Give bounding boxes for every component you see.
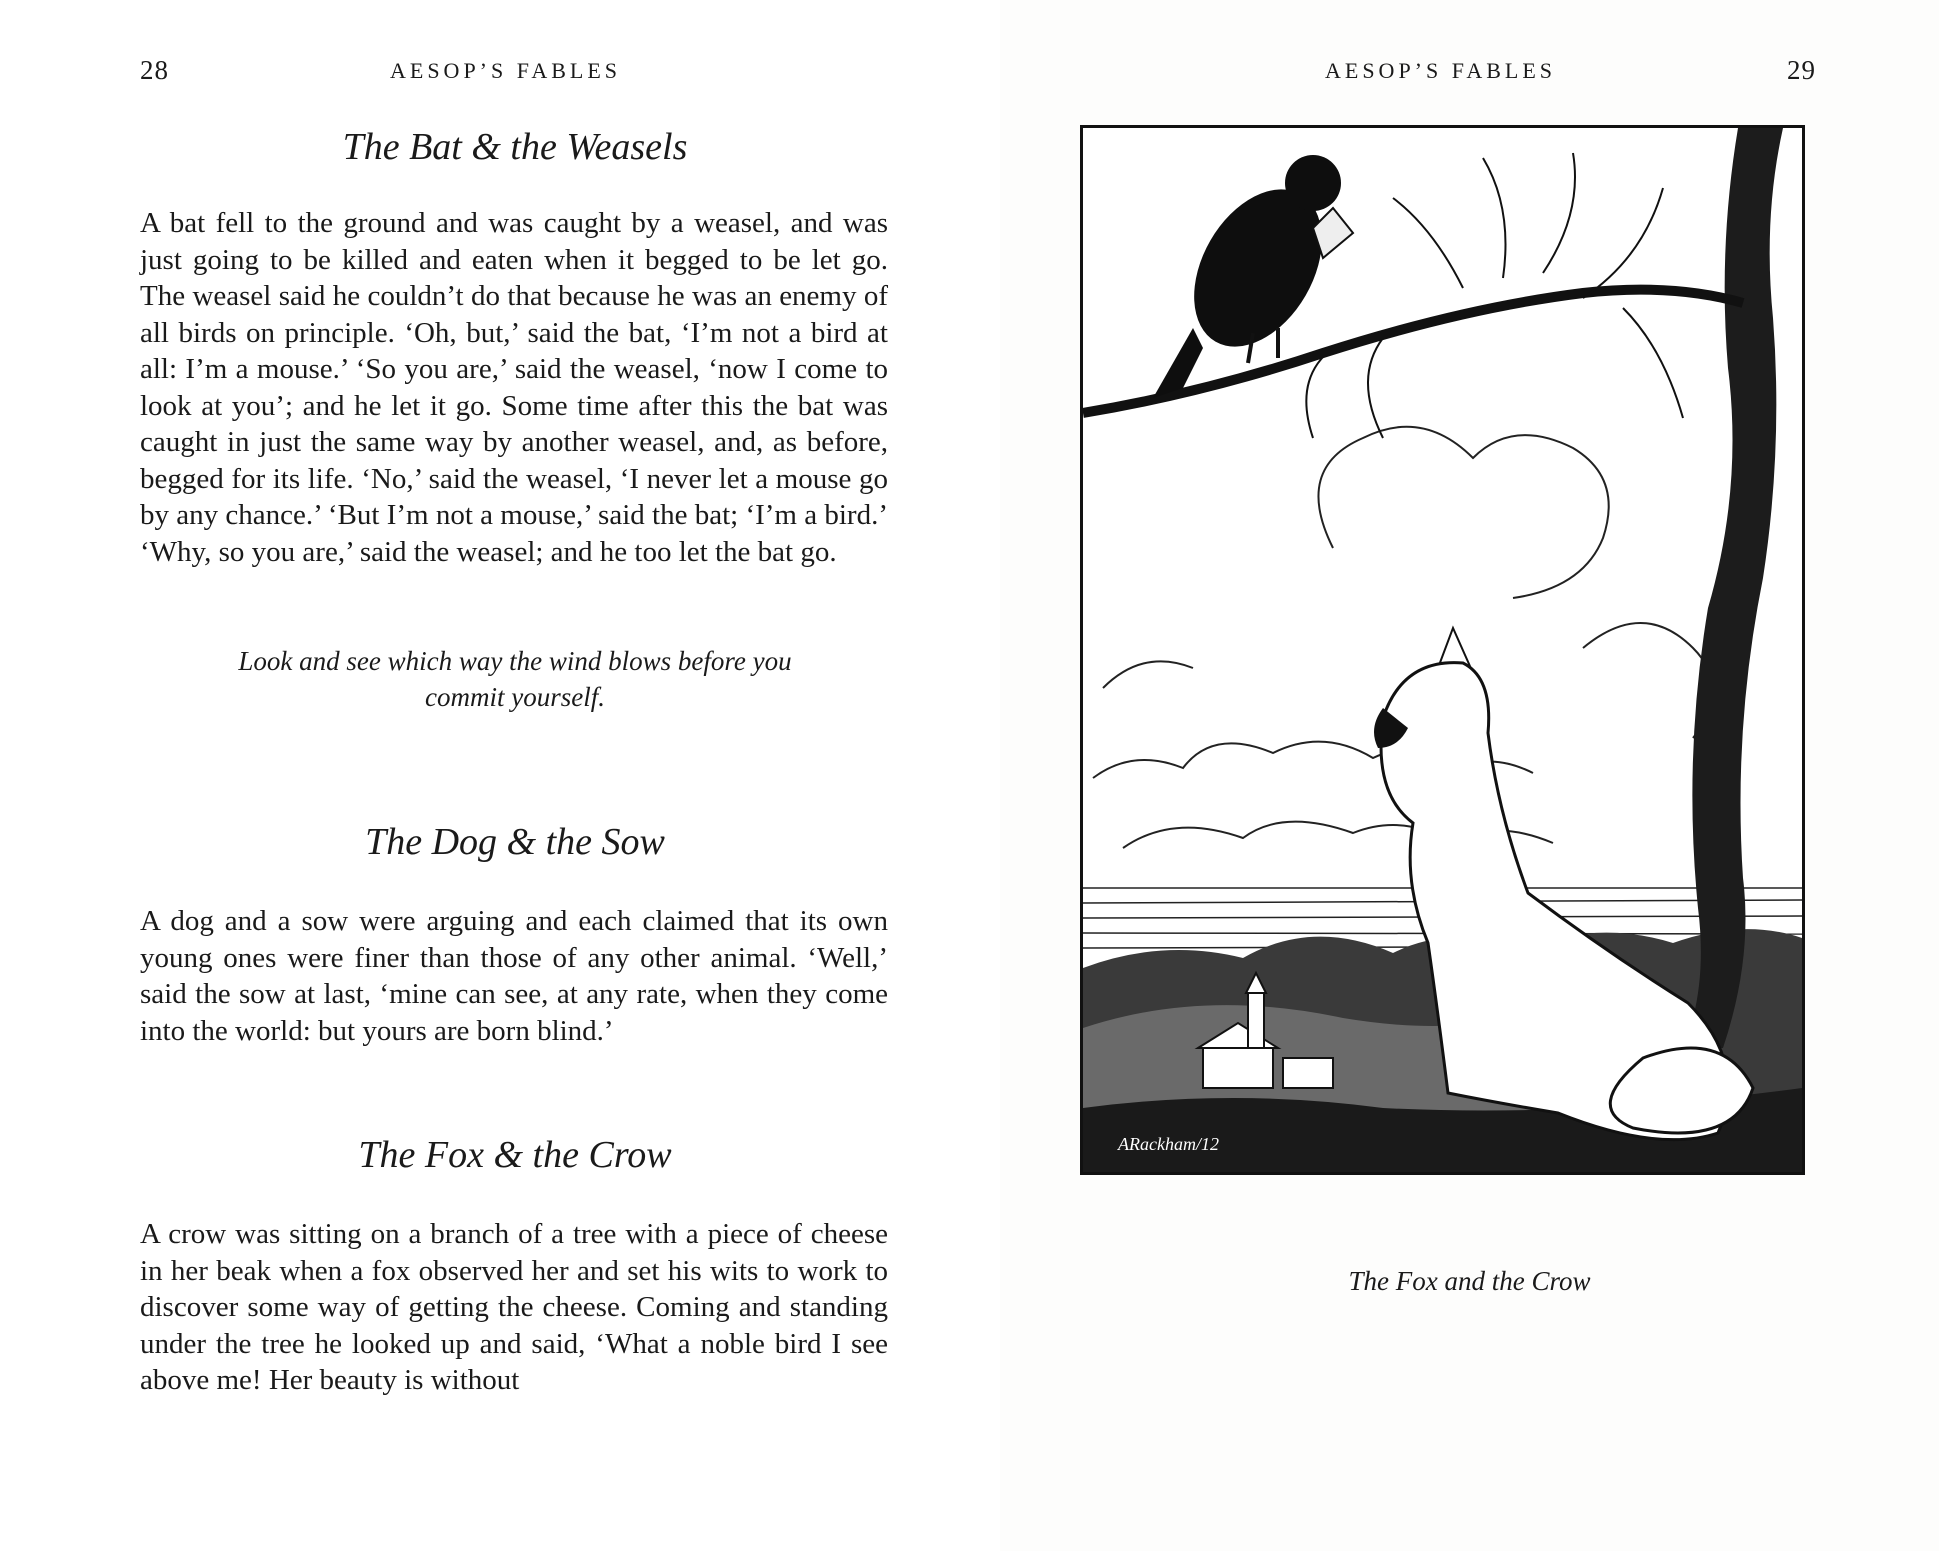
artist-signature: ARackham/12	[1118, 1134, 1219, 1154]
tree-trunk	[1683, 128, 1783, 1048]
running-head: AESOP’S FABLES	[390, 58, 622, 83]
fable-text-dog-sow: A dog and a sow were arguing and each claimed that its own young ones were finer than those of any other animal. ‘Well,’ said the sow at last, ‘mine can see, at any rate, when they come into the world: but yours are born blind.’	[140, 905, 888, 1047]
fable-title-fox-crow: The Fox & the Crow	[358, 1134, 672, 1176]
fable-title-dog-sow: The Dog & the Sow	[365, 821, 665, 863]
cloud-3	[1318, 427, 1608, 598]
illustration-caption: The Fox and the Crow	[1348, 1266, 1591, 1296]
fable-text-bat-weasels: A bat fell to the ground and was caught by a weasel, and was just going to be killed and eaten when it begged to be let go. The weasel said he couldn’t do that because he was an enemy of all birds on principle. ‘Oh, but,’ said the bat, ‘I’m not a bird at all: I’m a mouse.’ ‘So you are,’ said the weasel, ‘now I come to look at you’; and he let it go. Some time after this the bat was caught in just the same way by another weasel, and, as before, begged for its life. ‘No,’ said the weasel, ‘I never let a mouse go by any chance.’ ‘But I’m not a mouse,’ said the bat; ‘I’m a bird.’ ‘Why, so you are,’ said the weasel; and he too let the bat go.	[140, 207, 888, 568]
crow	[1153, 155, 1353, 398]
cloud-4	[1583, 623, 1713, 738]
fable-title-bat-weasels: The Bat & the Weasels	[342, 126, 688, 168]
running-head: AESOP’S FABLES	[1325, 58, 1557, 83]
page-number: 29	[1787, 55, 1816, 85]
cloud-5	[1103, 661, 1193, 688]
fable-text-fox-crow: A crow was sitting on a branch of a tree with a piece of cheese in her beak when a fox observed her and set his wits to work to discover some way of getting the cheese. Coming and standing under the tree he looked up and said, ‘What a noble bird I see above me! Her beauty is without	[140, 1218, 888, 1396]
page-number: 28	[140, 55, 169, 85]
fable-moral-bat-weasels: Look and see which way the wind blows before you commit yourself.	[238, 646, 792, 712]
fox-and-crow-illustration-icon	[1080, 125, 1805, 1175]
right-page	[1000, 0, 1939, 1551]
